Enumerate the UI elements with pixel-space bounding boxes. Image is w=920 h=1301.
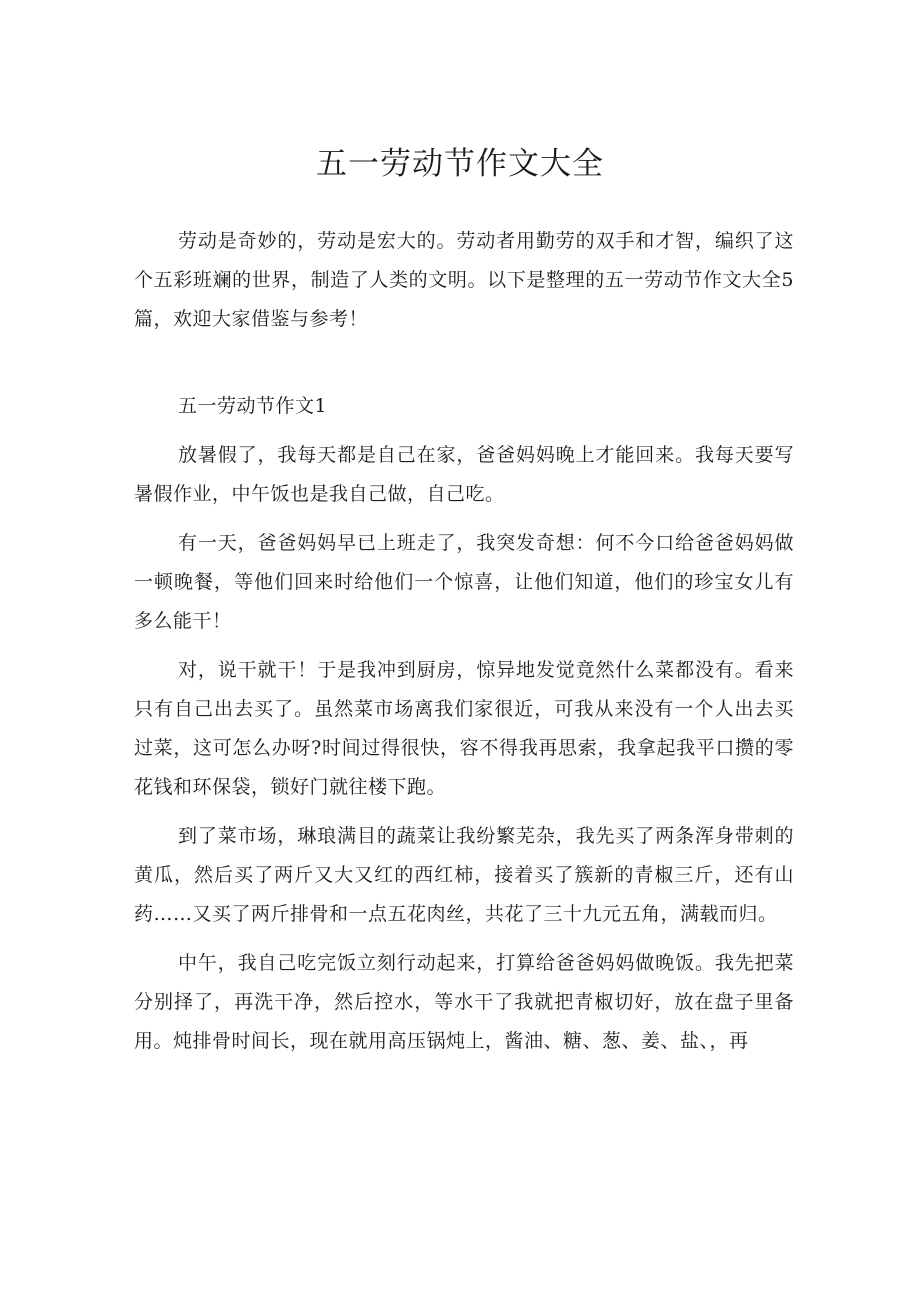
paragraph: 到了菜市场，琳琅满目的蔬菜让我纷繁芜杂，我先买了两条浑身带刺的黄瓜，然后买了两斤又大又红的西红柿，接着买了簇新的青椒三斤，还有山药……又买了两斤排骨和一点五花肉丝，共花了三十九元五角，满载而归。 [134,825,794,925]
paragraph: 放暑假了，我每天都是自己在家，爸爸妈妈晚上才能回来。我每天要写暑假作业，中午饭也是我自己做，自己吃。 [134,444,794,505]
document-body [134,222,794,1061]
page-title: 五一劳动节作文大全 [316,146,604,182]
paragraph: 中午，我自己吃完饭立刻行动起来，打算给爸爸妈妈做晚饭。我先把菜分别择了，再洗干净，然后控水，等水干了我就把青椒切好，放在盘子里备用。炖排骨时间长，现在就用高压锅炖上，酱油、糖、葱、姜、盐、，再 [134,952,794,1052]
intro-paragraph: 劳动是奇妙的，劳动是宏大的。劳动者用勤劳的双手和才智，编织了这个五彩班斓的世界，制造了人类的文明。以下是整理的五一劳动节作文大全5篇，欢迎大家借鉴与参考！ [134,230,794,330]
paragraph: 对，说干就干！于是我冲到厨房，惊异地发觉竟然什么菜都没有。看来只有自己出去买了。虽然菜市场离我们家很近，可我从来没有一个人出去买过菜，这可怎么办呀?时间过得很快，容不得我再思索，我拿起我平口攒的零花钱和环保袋，锁好门就往楼下跑。 [134,659,794,798]
paragraph: 有一天，爸爸妈妈早已上班走了，我突发奇想：何不今口给爸爸妈妈做一顿晚餐，等他们回来时给他们一个惊喜，让他们知道，他们的珍宝女儿有多么能干！ [134,532,794,632]
section-heading: 五一劳动节作文1 [178,395,328,417]
